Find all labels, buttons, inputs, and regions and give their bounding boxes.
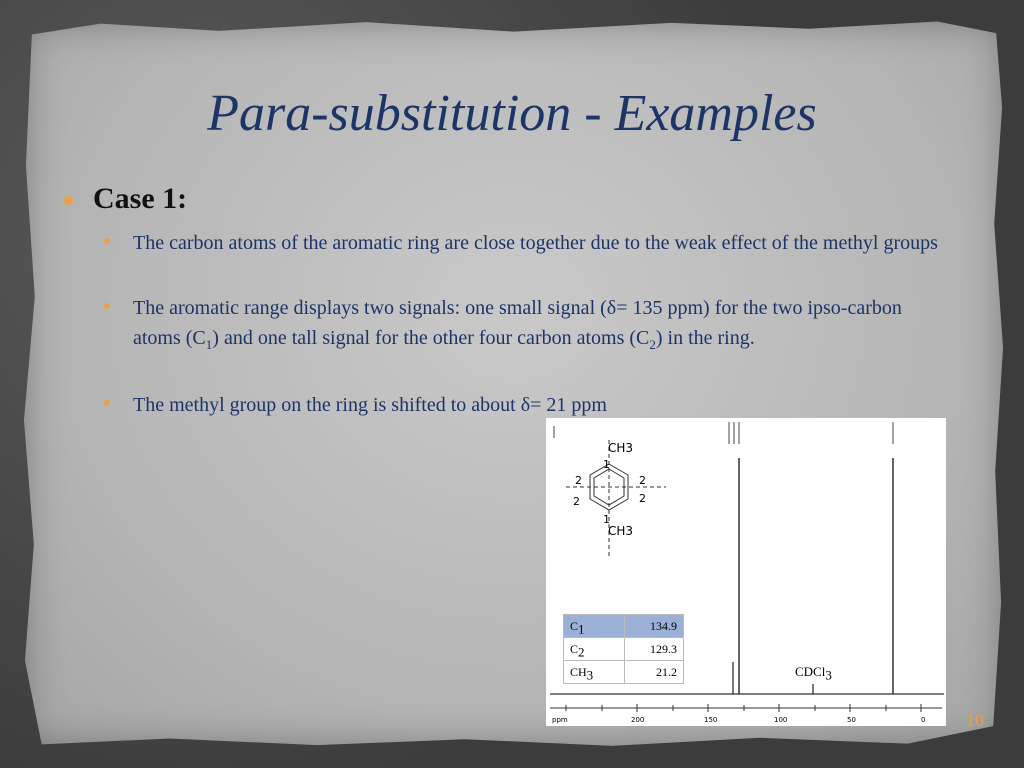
axis-tick-label: 0 bbox=[921, 716, 926, 724]
table-row bbox=[564, 615, 684, 638]
table-cell: $C_2$ bbox=[564, 638, 625, 661]
slide-title: Para-substitution - Examples bbox=[207, 85, 817, 142]
axis-tick-label: 200 bbox=[631, 716, 645, 724]
axis-tick-label: 50 bbox=[847, 716, 856, 724]
ch3-top-label: CH3 bbox=[608, 441, 634, 455]
nmr-spectrum-figure bbox=[546, 418, 946, 726]
p-xylene-structure bbox=[566, 440, 666, 558]
bullet-text: The aromatic range displays two signals: one small signal (δ= 135 ppm) for the two ipso-carbon atoms $(C_1)$ and one tall signal for the other four carbon atoms $(C_2)$ in the ring. bbox=[133, 297, 902, 352]
table-row bbox=[564, 661, 684, 684]
page-number: 10 bbox=[966, 710, 984, 730]
bullet-dot bbox=[104, 400, 110, 406]
axis-tick-label: 100 bbox=[774, 716, 788, 724]
sub-bullet-3 bbox=[104, 390, 954, 420]
case-bullet bbox=[64, 182, 187, 216]
ch3-bottom-label: CH3 bbox=[608, 524, 634, 538]
table-cell: 129.3 bbox=[625, 638, 684, 661]
pos1-label: 1 bbox=[603, 458, 610, 471]
pos2-label: 2 bbox=[575, 474, 582, 487]
axis-unit-label: ppm bbox=[552, 716, 568, 724]
table-cell: $CH_3$ bbox=[564, 661, 625, 684]
sub-bullet-1 bbox=[104, 228, 954, 258]
axis-tick-label: 150 bbox=[704, 716, 718, 724]
bullet-text: The carbon atoms of the aromatic ring are close together due to the weak effect of the methyl groups bbox=[133, 232, 938, 254]
sub-bullet-2 bbox=[104, 293, 954, 353]
solvent-label: CDCl$_3$ bbox=[795, 664, 832, 683]
pos1-label: 1 bbox=[603, 513, 610, 526]
shift-table bbox=[563, 614, 684, 684]
bullet-dot bbox=[104, 303, 110, 309]
pos2-label: 2 bbox=[639, 492, 646, 505]
table-cell: $C_1$ bbox=[564, 615, 625, 638]
table-cell: 134.9 bbox=[625, 615, 684, 638]
bullet-text: The methyl group on the ring is shifted to about δ= 21 ppm bbox=[133, 394, 607, 416]
peak-labels bbox=[554, 422, 893, 444]
pos2-label: 2 bbox=[639, 474, 646, 487]
table-row bbox=[564, 638, 684, 661]
case-label: Case 1: bbox=[93, 182, 188, 215]
pos2-label: 2 bbox=[573, 495, 580, 508]
bullet-dot bbox=[104, 238, 110, 244]
table-cell: 21.2 bbox=[625, 661, 684, 684]
bullet-dot bbox=[64, 196, 73, 205]
